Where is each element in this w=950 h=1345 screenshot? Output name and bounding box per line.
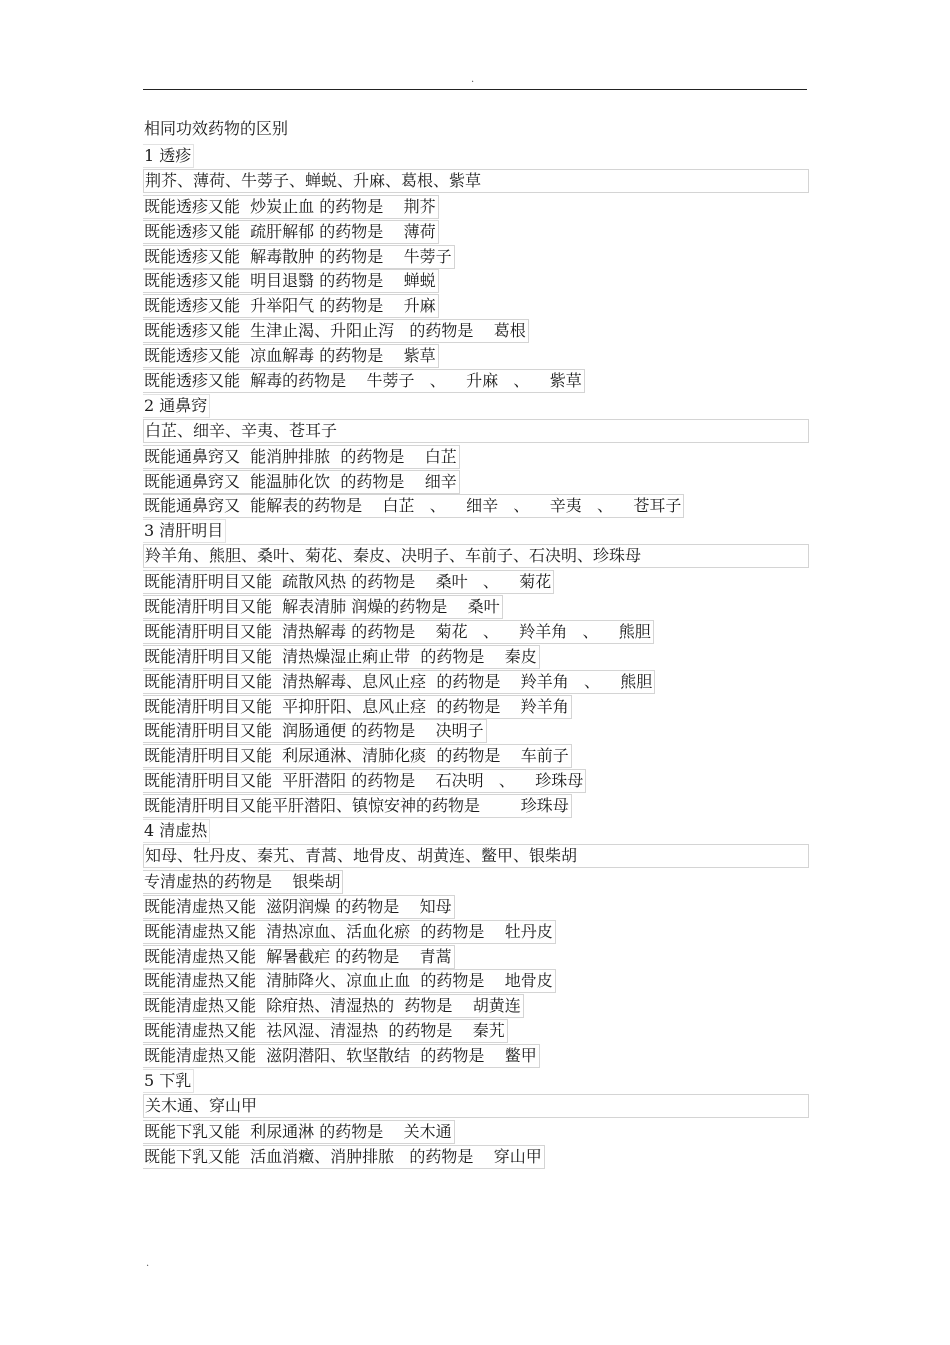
entry-line-text: 既能下乳又能 利尿通淋 的药物是 关木通 — [143, 1120, 455, 1144]
entry-line-text: 既能清肝明目又能 平抑肝阳、息风止痉 的药物是 羚羊角 — [143, 695, 572, 719]
entry-line-text: 既能清肝明目又能 利尿通淋、清肺化痰 的药物是 车前子 — [143, 744, 572, 768]
entry-line-text: 专清虚热的药物是 银柴胡 — [143, 870, 343, 894]
page-title: 相同功效药物的区别 — [144, 119, 289, 138]
entry-line-text: 既能透疹又能 解毒的药物是 牛蒡子 、 升麻 、 紫草 — [143, 369, 585, 393]
herb-list — [143, 1094, 807, 1119]
entry-line-text: 既能清虚热又能 滋阴潜阳、软坚散结 的药物是 鳖甲 — [143, 1044, 540, 1068]
entry-line — [143, 944, 807, 969]
entry-line — [143, 444, 807, 469]
section-heading-text: 1 透疹 — [143, 144, 194, 168]
entry-line-text: 既能清肝明目又能 润肠通便 的药物是 决明子 — [143, 719, 487, 743]
header-rule — [143, 89, 807, 90]
entry-line-text: 既能清肝明目又能 清热燥湿止痢止带 的药物是 秦皮 — [143, 645, 540, 669]
section-heading — [143, 818, 807, 843]
entry-line-text: 既能下乳又能 活血消癥、消肿排脓 的药物是 穿山甲 — [143, 1145, 545, 1169]
entry-line — [143, 469, 807, 494]
entry-line — [143, 968, 807, 993]
entry-line — [143, 194, 807, 219]
entry-line-text: 既能清肝明目又能 清热解毒、息风止痉 的药物是 羚羊角 、 熊胆 — [143, 670, 655, 694]
section-heading — [143, 518, 807, 543]
section-heading-text: 4 清虚热 — [143, 819, 210, 843]
entry-line — [143, 644, 807, 669]
header-mark: . — [471, 74, 475, 85]
entry-line — [143, 993, 807, 1018]
entry-line — [143, 869, 807, 894]
entry-line-text: 既能清肝明目又能 疏散风热 的药物是 桑叶 、 菊花 — [143, 570, 554, 594]
entry-line-text: 既能清虚热又能 清肺降火、凉血止血 的药物是 地骨皮 — [143, 969, 556, 993]
entry-line — [143, 669, 807, 694]
entry-line-text: 既能清肝明目又能 平肝潜阳 的药物是 石决明 、 珍珠母 — [143, 769, 586, 793]
herb-list-text: 荆芥、薄荷、牛蒡子、蝉蜕、升麻、葛根、紫草 — [143, 169, 809, 193]
entry-line-text: 既能清虚热又能 解暑截疟 的药物是 青蒿 — [143, 945, 455, 969]
entry-line-text: 既能透疹又能 明目退翳 的药物是 蝉蜕 — [143, 269, 439, 293]
herb-list — [143, 844, 807, 869]
herb-list — [143, 169, 807, 194]
entry-line — [143, 368, 807, 393]
entry-line — [143, 594, 807, 619]
entry-line — [143, 718, 807, 743]
herb-list-text: 白芷、细辛、辛夷、苍耳子 — [143, 419, 809, 443]
herb-list — [143, 419, 807, 444]
herb-list-text: 羚羊角、熊胆、桑叶、菊花、秦皮、决明子、车前子、石决明、珍珠母 — [143, 544, 809, 568]
document-body — [143, 143, 807, 1169]
entry-line — [143, 569, 807, 594]
entry-line-text: 既能清虚热又能 祛风湿、清湿热 的药物是 秦艽 — [143, 1019, 508, 1043]
entry-line — [143, 493, 807, 518]
entry-line — [143, 1043, 807, 1068]
entry-line-text: 既能透疹又能 生津止渴、升阳止泻 的药物是 葛根 — [143, 319, 529, 343]
entry-line — [143, 619, 807, 644]
herb-list — [143, 544, 807, 569]
entry-line — [143, 268, 807, 293]
entry-line — [143, 919, 807, 944]
entry-line — [143, 1119, 807, 1144]
entry-line-text: 既能透疹又能 凉血解毒 的药物是 紫草 — [143, 344, 439, 368]
entry-line-text: 既能透疹又能 解毒散肿 的药物是 牛蒡子 — [143, 245, 455, 269]
entry-line-text: 既能清肝明目又能 清热解毒 的药物是 菊花 、 羚羊角 、 熊胆 — [143, 620, 654, 644]
section-heading-text: 2 通鼻窍 — [143, 394, 210, 418]
section-heading — [143, 393, 807, 418]
entry-line-text: 既能清肝明目又能平肝潜阳、镇惊安神的药物是 珍珠母 — [143, 794, 572, 818]
entry-line — [143, 1018, 807, 1043]
entry-line — [143, 743, 807, 768]
section-heading — [143, 143, 807, 168]
entry-line-text: 既能清虚热又能 滋阴润燥 的药物是 知母 — [143, 895, 455, 919]
entry-line-text: 既能通鼻窍又 能解表的药物是 白芷 、 细辛 、 辛夷 、 苍耳子 — [143, 494, 684, 518]
entry-line-text: 既能透疹又能 疏肝解郁 的药物是 薄荷 — [143, 220, 439, 244]
section-heading — [143, 1068, 807, 1093]
entry-line — [143, 219, 807, 244]
section-heading-text: 5 下乳 — [143, 1069, 194, 1093]
entry-line — [143, 343, 807, 368]
section-heading-text: 3 清肝明目 — [143, 519, 226, 543]
herb-list-text: 关木通、穿山甲 — [143, 1094, 809, 1118]
entry-line — [143, 768, 807, 793]
entry-line — [143, 694, 807, 719]
footer-mark: . — [146, 1258, 150, 1269]
entry-line-text: 既能通鼻窍又 能消肿排脓 的药物是 白芷 — [143, 445, 460, 469]
entry-line — [143, 793, 807, 818]
entry-line — [143, 293, 807, 318]
herb-list-text: 知母、牡丹皮、秦艽、青蒿、地骨皮、胡黄连、鳖甲、银柴胡 — [143, 844, 809, 868]
entry-line-text: 既能通鼻窍又 能温肺化饮 的药物是 细辛 — [143, 470, 460, 494]
entry-line-text: 既能透疹又能 升举阳气 的药物是 升麻 — [143, 294, 439, 318]
entry-line-text: 既能清虚热又能 清热凉血、活血化瘀 的药物是 牡丹皮 — [143, 920, 556, 944]
entry-line-text: 既能清肝明目又能 解表清肺 润燥的药物是 桑叶 — [143, 595, 503, 619]
entry-line-text: 既能透疹又能 炒炭止血 的药物是 荆芥 — [143, 195, 439, 219]
entry-line — [143, 244, 807, 269]
entry-line — [143, 318, 807, 343]
entry-line-text: 既能清虚热又能 除疳热、清湿热的 药物是 胡黄连 — [143, 994, 524, 1018]
entry-line — [143, 894, 807, 919]
entry-line — [143, 1144, 807, 1169]
